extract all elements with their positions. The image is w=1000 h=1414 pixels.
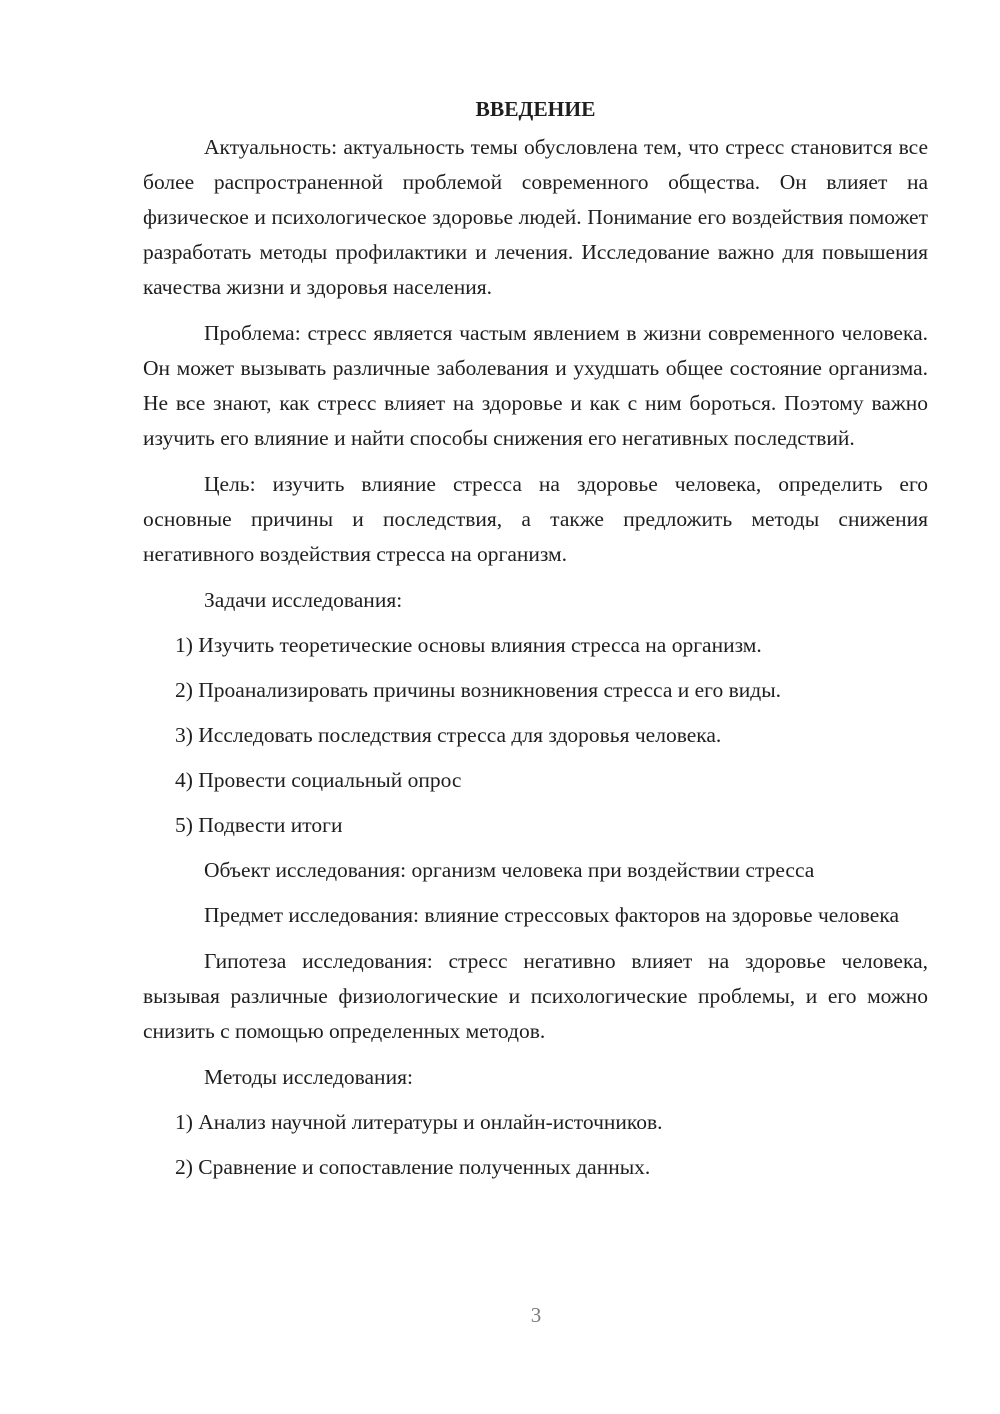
subject-paragraph: Предмет исследования: влияние стрессовых факторов на здоровье человека <box>204 903 900 927</box>
task-item-1: 1) Изучить теоретические основы влияния стресса на организм. <box>175 633 762 657</box>
hypothesis-paragraph: Гипотеза исследования: стресс негативно влияет на здоровье человека, вызывая различные физиологические и психологические проблемы, и его можно снизить с помощью определенных методов. <box>143 949 928 1043</box>
task-item-3: 3) Исследовать последствия стресса для здоровья человека. <box>175 723 722 747</box>
task-item-2: 2) Проанализировать причины возникновения стресса и его виды. <box>175 678 782 702</box>
object-paragraph: Объект исследования: организм человека при воздействии стресса <box>204 858 815 882</box>
methods-title: Методы исследования: <box>204 1065 413 1089</box>
method-item-2: 2) Сравнение и сопоставление полученных данных. <box>175 1155 651 1179</box>
section-heading: ВВЕДЕНИЕ <box>475 97 596 121</box>
document-page <box>143 92 928 1195</box>
relevance-paragraph: Актуальность: актуальность темы обусловлена тем, что стресс становится все более распространенной проблемой современного общества. Он влияет на физическое и психологическое здоровье людей. Понимание его воздействия поможет разработать методы профилактики и лечения. Исследование важно для повышения качества жизни и здоровья населения. <box>143 135 928 299</box>
goal-paragraph: Цель: изучить влияние стресса на здоровье человека, определить его основные причины и последствия, а также предложить методы снижения негативного воздействия стресса на организм. <box>143 472 928 566</box>
tasks-title: Задачи исследования: <box>204 588 403 612</box>
page-number: 3 <box>530 1303 542 1327</box>
task-item-4: 4) Провести социальный опрос <box>175 768 462 792</box>
problem-paragraph: Проблема: стресс является частым явлением в жизни современного человека. Он может вызывать различные заболевания и ухудшать общее состояние организма. Не все знают, как стресс влияет на здоровье и как с ним бороться. Поэтому важно изучить его влияние и найти способы снижения его негативных последствий. <box>143 321 928 450</box>
method-item-1: 1) Анализ научной литературы и онлайн-источников. <box>175 1110 663 1134</box>
task-item-5: 5) Подвести итоги <box>175 813 343 837</box>
